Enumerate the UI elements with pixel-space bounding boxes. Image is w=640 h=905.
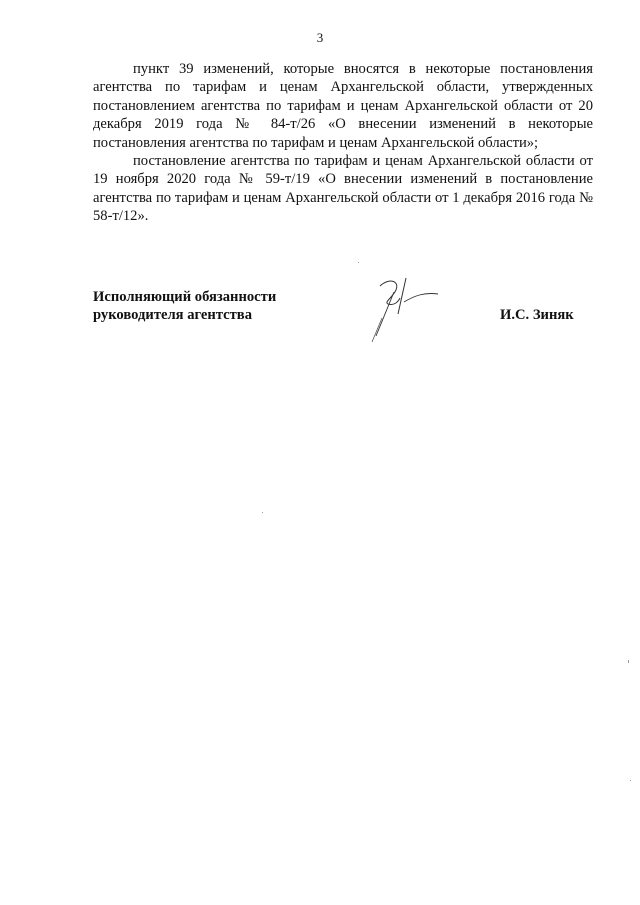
page-number: 3	[316, 30, 324, 45]
signatory-position-line-2: руководителя агентства	[93, 307, 252, 324]
scan-speck	[358, 262, 359, 263]
handwritten-signature	[358, 268, 448, 348]
scan-speck	[262, 512, 263, 513]
signatory-name: И.С. Зиняк	[500, 307, 574, 323]
signatory-position	[93, 288, 276, 325]
scan-speck	[628, 660, 629, 663]
signatory-position-line-1: Исполняющий обязанности	[93, 289, 277, 305]
scan-speck	[630, 780, 631, 781]
paragraph-1: пункт 39 изменений, которые вносятся в некоторые постановления агентства по тарифам и ценам Архангельской области, утвержденных постановлением агентства по тарифам и ценам Архангельской области от 20 декабря 2019 года № 84-т/26 «О внесении изменений в некоторые постановления агентства по тарифам и ценам Архангельской области»;	[93, 61, 593, 151]
document-body	[93, 60, 593, 226]
paragraph-2: постановление агентства по тарифам и ценам Архангельской области от 19 ноября 2020 года № 59-т/19 «О внесении изменений в постановление агентства по тарифам и ценам Архангельской области от 1 декабря 2016 года № 58-т/12».	[93, 153, 593, 225]
